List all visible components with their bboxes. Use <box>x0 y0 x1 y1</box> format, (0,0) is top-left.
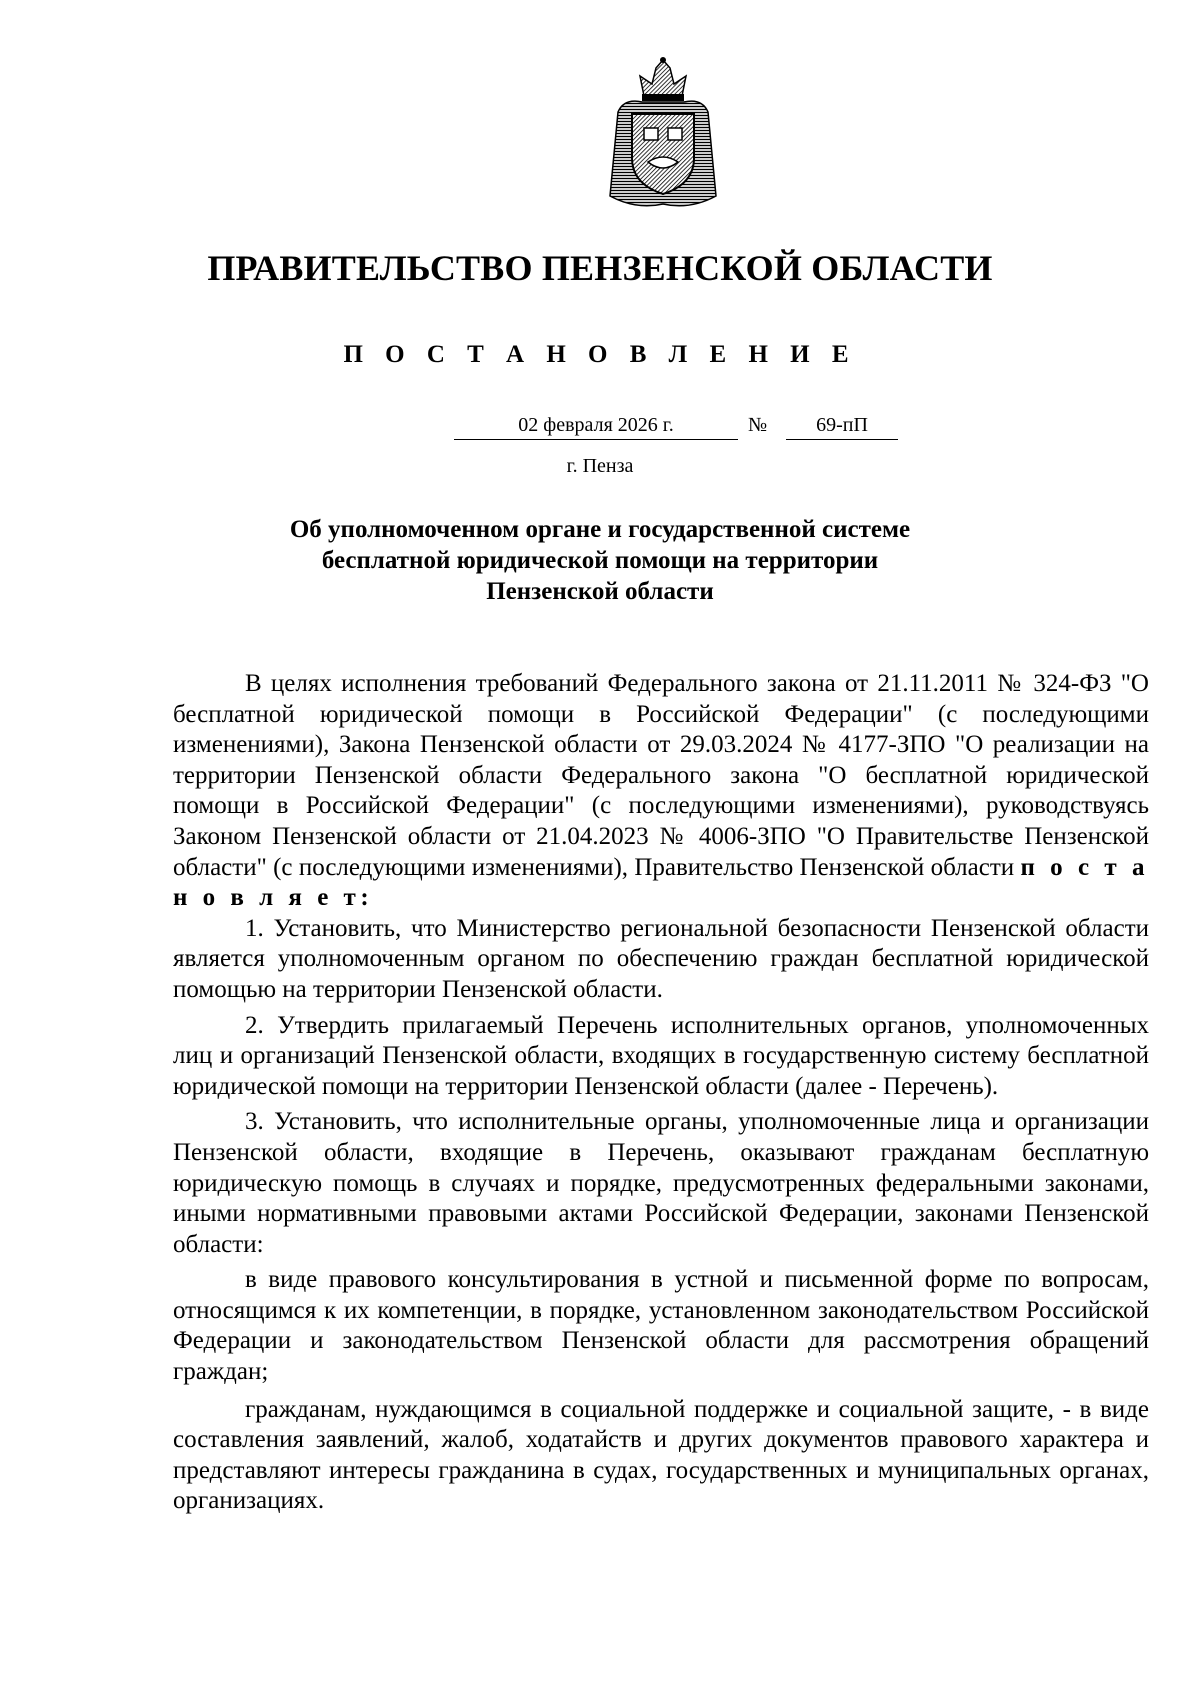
city: г. Пенза <box>566 455 634 477</box>
document-body <box>173 669 1149 1517</box>
sub-item-consulting-paragraph: в виде правового консультирования в устной и письменной форме по вопросам, относящимся к их компетенции, в порядке, установленном законодательством Российской Федерации и законодательством Пензенской области для рассмотрения обращений граждан; <box>173 1266 1149 1386</box>
date-number-line <box>0 412 1200 444</box>
government-title: ПРАВИТЕЛЬСТВО ПЕНЗЕНСКОЙ ОБЛАСТИ <box>207 248 993 288</box>
decree-word: п о с т а н о в л я е т: <box>173 853 1149 912</box>
preamble-text: В целях исполнения требований Федерального закона от 21.11.2011 № 324-ФЗ "О бесплатной юридической помощи в Российской Федерации" (с последующими изменениями), Закона Пензенской области от 29.03.2024 № 4177-ЗПО "О реализации на территории Пензенской области Федерального закона "О бесплатной юридической помощи в Российской Федерации" (с последующими изменениями), руководствуясь Законом Пензенской области от 21.04.2023 № 4006-ЗПО "О Правительстве Пензенской области" (с последующими изменениями), Правительство Пензенской области <box>173 670 1149 881</box>
document-type: П О С Т А Н О В Л Е Н И Е <box>343 341 857 368</box>
item-3-paragraph: 3. Установить, что исполнительные органы, уполномоченные лица и организации Пензенской области, входящие в Перечень, оказывают гражданам бесплатную юридическую помощь в случаях и порядке, предусмотренных федеральными законами, иными нормативными правовыми актами Российской Федерации, законами Пензенской области: <box>173 1108 1149 1258</box>
document-subject <box>250 514 950 607</box>
item-1-paragraph: 1. Установить, что Министерство региональной безопасности Пензенской области является уполномоченным органом по обеспечению граждан бесплатной юридической помощью на территории Пензенской области. <box>173 914 1149 1003</box>
document-number: 69-пП <box>786 412 898 440</box>
number-sign: № <box>748 414 768 436</box>
subject-line-2: бесплатной юридической помощи на территории <box>321 547 879 574</box>
coat-of-arms-icon <box>604 54 722 210</box>
document-date: 02 февраля 2026 г. <box>454 412 738 440</box>
preamble-paragraph <box>173 669 1149 914</box>
subject-line-1: Об уполномоченном органе и государственной системе <box>289 516 911 543</box>
sub-item-representation-paragraph: гражданам, нуждающимся в социальной поддержке и социальной защите, - в виде составления заявлений, жалоб, ходатайств и других документов правового характера и представляют интересы гражданина в судах, государственных и муниципальных органах, организациях. <box>173 1395 1149 1515</box>
item-2-paragraph: 2. Утвердить прилагаемый Перечень исполнительных органов, уполномоченных лиц и организаций Пензенской области, входящих в государственную систему бесплатной юридической помощи на территории Пензенской области (далее - Перечень). <box>173 1011 1149 1100</box>
subject-line-3: Пензенской области <box>486 578 714 605</box>
